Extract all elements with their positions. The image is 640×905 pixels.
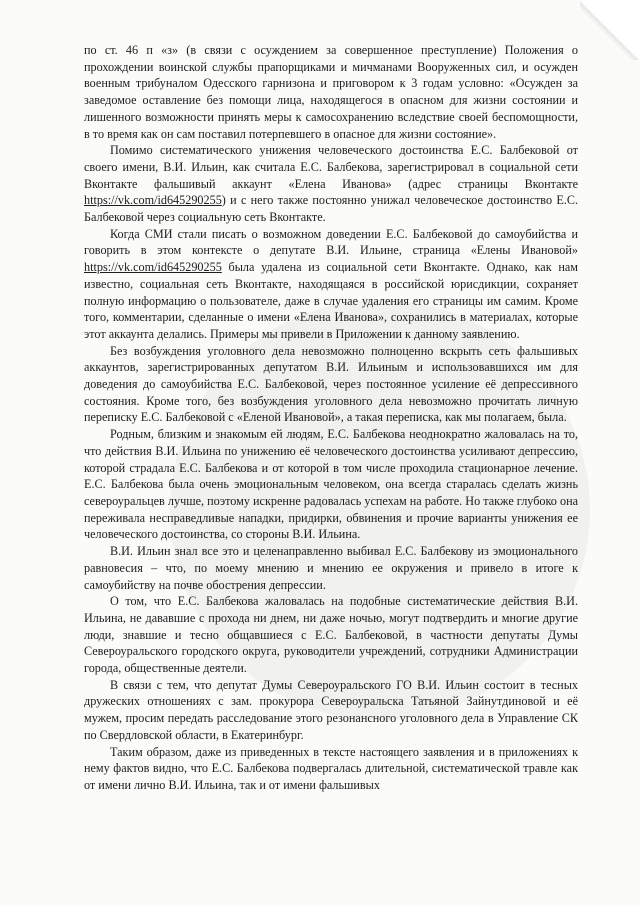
- paragraph-7: [84, 593, 578, 677]
- paragraph-3: [84, 226, 578, 343]
- paragraph-6: [84, 543, 578, 593]
- paragraph-1: [84, 42, 578, 142]
- paragraph-3-text-after-link: была удалена из социальной сети Вконтакте. Однако, как нам известно, социальная сеть Вконтакте, находящаяся в российской юрисдикции, сохраняет полную информацию о пользователе, даже в случае удаления его страницы им самим. Кроме того, комментарии, сделанные о имени «Елена Иванова», сохранились в материалах, которые этот аккаунта делались. Примеры мы привели в Приложении к данному заявлению.: [84, 260, 578, 341]
- paragraph-5: [84, 426, 578, 543]
- paragraph-1-text: по ст. 46 п «з» (в связи с осуждением за совершенное преступление) Положения о прохождении воинской службы прапорщиками и мичманами Вооруженных сил, и осужден военным трибуналом Одесского гарнизона и приговором к 3 годам условно: «Осужден за заведомое оставление без помощи лица, находящегося в опасном для жизни состоянии и лишенного возможности принять меры к самосохранению вследствие своей беспомощности, в то время как он сам поставил потерпевшего в опасное для жизни состояние».: [84, 43, 578, 141]
- vk-profile-link-1[interactable]: https://vk.com/id645290255: [84, 193, 222, 208]
- paragraph-2-text-after-link: ) и с него также постоянно унижал человеческое достоинство Е.С. Балбековой через социальную сеть Вконтакте.: [84, 193, 578, 225]
- paragraph-7-text: О том, что Е.С. Балбекова жаловалась на подобные систематические действия В.И. Ильина, не дававшие с прохода ни днем, ни даже ночью, могут подтвердить и многие другие люди, знавшие и тесно общавшиеся с Е.С. Балбековой, в частности депутаты Думы Североуральского городского округа, руководители учреждений, сотрудники Администрации города, общественные деятели.: [84, 594, 578, 676]
- paragraph-8: [84, 677, 578, 744]
- paragraph-8-text: В связи с тем, что депутат Думы Североуральского ГО В.И. Ильин состоит в тесных дружеских отношениях с зам. прокурора Североуральска Татьяной Зайнутдиновой и её мужем, просим передать расследование этого резонансного уголовного дела в Управление СК по Свердловской области, в Екатеринбург.: [84, 677, 578, 742]
- page-corner-fold: [580, 0, 640, 60]
- paragraph-9: [84, 744, 578, 794]
- paragraph-4: [84, 343, 578, 427]
- paragraph-9-text: Таким образом, даже из приведенных в тексте настоящего заявления и в приложениях к нему фактов видно, что Е.С. Балбекова подвергалась длительной, систематической травле как от имени лично В.И. Ильина, так и от имени фальшивых: [84, 744, 578, 792]
- paragraph-4-text: Без возбуждения уголовного дела невозможно полноценно вскрыть сеть фальшивых аккаунтов, зарегистрированных депутатом В.И. Ильиным и использовавшихся им для доведения до самоубийства Е.С. Балбековой, через постоянное усиление её депрессивного состояния. Кроме того, без возбуждения уголовного дела невозможно прочитать личную переписку Е.С. Балбековой с «Еленой Ивановой», а такая переписка, как мы полагаем, была.: [84, 343, 578, 425]
- vk-profile-link-2[interactable]: https://vk.com/id645290255: [84, 260, 222, 275]
- paragraph-3-text-before-link: Когда СМИ стали писать о возможном доведении Е.С. Балбековой до самоубийства и говорить в этом контексте о депутате В.И. Ильине, страница «Елены Ивановой»: [84, 226, 578, 258]
- document-body: [84, 42, 578, 794]
- paragraph-2: [84, 142, 578, 226]
- paragraph-5-text: Родным, близким и знакомым ей людям, Е.С. Балбекова неоднократно жаловалась на то, что действия В.И. Ильина по унижению её человеческого достоинства усиливают депрессию, которой страдала Е.С. Балбекова и от которой в том числе проходила стационарное лечение. Е.С. Балбекова была очень эмоциональным человеком, она всегда старалась сделать жизнь североуральцев лучше, поэтому искренне радовалась успехам на работе. Но также глубоко она переживала несправедливые нападки, придирки, обвинения и прочие варианты унижения ее человеческого достоинства, со стороны В.И. Ильина.: [84, 427, 578, 542]
- paragraph-2-text-before-link: Помимо систематического унижения человеческого достоинства Е.С. Балбековой от своего имени, В.И. Ильин, как считала Е.С. Балбекова, зарегистрировал в социальной сети Вконтакте фальшивый аккаунт «Елена Иванова» (адрес страницы Вконтакте: [84, 143, 578, 191]
- paragraph-6-text: В.И. Ильин знал все это и целенаправленно выбивал Е.С. Балбекову из эмоционального равновесия – что, по моему мнению и мнению ее окружения и привело в итоге к самоубийству на почве обострения депрессии.: [84, 544, 578, 592]
